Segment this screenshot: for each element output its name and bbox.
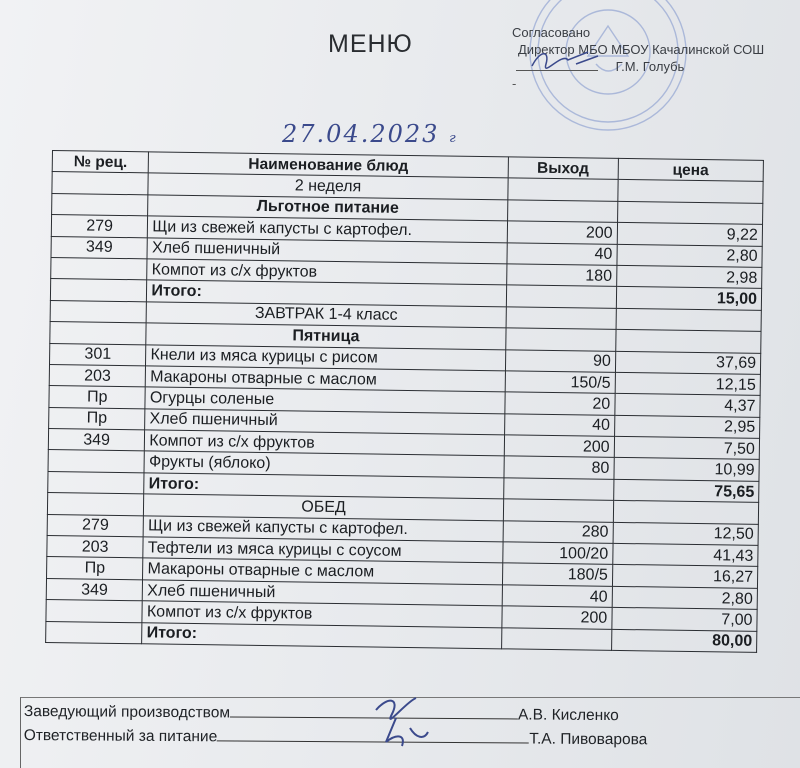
dish-name: Хлеб пшеничный	[147, 237, 507, 263]
dish-price: 10,99	[614, 458, 760, 481]
dish-name: Щи из свежей капусты с картофел.	[143, 515, 503, 541]
production-head-label: Заведующий производством	[23, 702, 231, 722]
empty-cell	[50, 279, 147, 302]
empty-cell	[508, 178, 618, 201]
empty-cell	[503, 478, 613, 501]
portion-size: 100/20	[502, 542, 612, 565]
total-label: Итого:	[142, 622, 502, 648]
recipe-number: Пр	[47, 557, 144, 580]
section-title: Льготное питание	[148, 195, 508, 221]
dish-price: 16,27	[612, 565, 758, 588]
dish-name: Макароны отварные с маслом	[143, 558, 503, 584]
portion-size: 150/5	[505, 371, 615, 394]
portion-size: 20	[505, 392, 615, 415]
portion-size: 200	[502, 606, 612, 629]
total-price: 80,00	[611, 629, 757, 652]
total-label: Итого:	[147, 280, 507, 306]
dish-price: 12,50	[613, 522, 759, 545]
empty-cell	[505, 328, 615, 351]
empty-cell	[506, 285, 616, 308]
menu-table-body	[46, 172, 764, 652]
empty-cell	[617, 201, 763, 224]
dish-price: 2,95	[614, 415, 760, 438]
empty-cell	[618, 180, 764, 203]
empty-cell	[613, 501, 759, 524]
dish-name: Хлеб пшеничный	[145, 409, 505, 435]
dish-price: 41,43	[613, 543, 759, 566]
dish-name: Тефтели из мяса курицы с соусом	[143, 537, 503, 563]
section-title: ЗАВТРАК 1-4 класс	[146, 302, 506, 328]
total-price: 15,00	[616, 287, 762, 310]
dish-price: 12,15	[615, 372, 761, 395]
portion-size: 90	[505, 349, 615, 372]
section-title: ОБЕД	[144, 494, 504, 520]
approval-director-name: Г.М. Голубь	[615, 59, 685, 74]
section-title: Пятница	[146, 323, 506, 349]
approval-dash: -	[512, 76, 517, 91]
recipe-number: 279	[47, 514, 144, 537]
portion-size: 180/5	[502, 563, 612, 586]
empty-cell	[50, 300, 147, 323]
dish-name: Кнели из мяса курицы с рисом	[146, 344, 506, 370]
portion-size: 40	[507, 242, 617, 265]
dish-price: 7,50	[614, 436, 760, 459]
portion-size: 180	[506, 264, 616, 287]
section-title: 2 неделя	[148, 173, 508, 199]
recipe-number	[51, 257, 148, 280]
header-recipe-number: № рец.	[52, 151, 149, 174]
recipe-number	[46, 600, 143, 623]
dish-name: Хлеб пшеничный	[143, 580, 503, 606]
approval-director: Директор МБО МБОУ Качалинской СОШ	[518, 42, 765, 57]
empty-cell	[48, 471, 145, 494]
empty-cell	[616, 308, 762, 331]
recipe-number: Пр	[49, 407, 146, 430]
footer-line-catering	[24, 724, 648, 752]
production-head-name: А.В. Кисленко	[517, 706, 619, 725]
dish-price: 7,00	[612, 608, 758, 631]
dish-price: 2,98	[616, 265, 762, 288]
approval-caption: Согласовано	[512, 25, 591, 40]
empty-cell	[615, 330, 761, 353]
recipe-number	[48, 450, 145, 473]
total-price: 75,65	[613, 479, 759, 502]
recipe-number: 301	[50, 343, 147, 366]
dish-price: 37,69	[615, 351, 761, 374]
catering-responsible-name: Т.А. Пивоварова	[529, 730, 648, 749]
dish-price: 2,80	[612, 586, 758, 609]
signatures-footer	[24, 700, 648, 752]
dish-price: 4,37	[615, 394, 761, 417]
header-portion: Выход	[508, 157, 618, 180]
empty-cell	[47, 493, 144, 516]
empty-cell	[52, 193, 149, 216]
catering-responsible-label: Ответственный за питание	[23, 726, 218, 746]
header-dish-name: Наименование блюд	[149, 152, 509, 178]
empty-cell	[52, 172, 149, 195]
header-price: цена	[618, 158, 764, 181]
dish-price: 2,80	[617, 244, 763, 267]
menu-date-value: 27.04.2023	[282, 120, 440, 148]
recipe-number: 349	[46, 578, 143, 601]
director-signature	[528, 46, 608, 72]
empty-cell	[507, 200, 617, 223]
total-label: Итого:	[144, 473, 504, 499]
menu-date-suffix: г	[449, 131, 456, 146]
empty-cell	[46, 621, 143, 644]
page-title: МЕНЮ	[328, 30, 413, 58]
recipe-number: 203	[49, 364, 146, 387]
dish-name: Компот из с/х фруктов	[142, 601, 502, 627]
portion-size: 200	[507, 221, 617, 244]
dish-name: Фрукты (яблоко)	[144, 451, 504, 477]
dish-name: Компот из с/х фруктов	[147, 259, 507, 285]
dish-name: Макароны отварные с маслом	[146, 366, 506, 392]
recipe-number: 349	[48, 429, 145, 452]
recipe-number: Пр	[49, 386, 146, 409]
menu-date	[282, 120, 456, 148]
production-head-signature	[366, 688, 446, 768]
portion-size: 40	[504, 414, 614, 437]
recipe-number: 279	[51, 215, 148, 238]
portion-size: 40	[502, 585, 612, 608]
empty-cell	[503, 499, 613, 522]
menu-table	[45, 150, 764, 653]
dish-name: Компот из с/х фруктов	[145, 430, 505, 456]
dish-name: Огурцы соленые	[145, 387, 505, 413]
portion-size: 200	[504, 435, 614, 458]
empty-cell	[506, 307, 616, 330]
recipe-number: 203	[47, 536, 144, 559]
portion-size: 80	[504, 456, 614, 479]
recipe-number: 349	[51, 236, 148, 259]
dish-price: 9,22	[617, 223, 763, 246]
empty-cell	[50, 322, 147, 345]
empty-cell	[501, 627, 611, 650]
dish-name: Щи из свежей капусты с картофел.	[148, 216, 508, 242]
portion-size: 280	[503, 520, 613, 543]
